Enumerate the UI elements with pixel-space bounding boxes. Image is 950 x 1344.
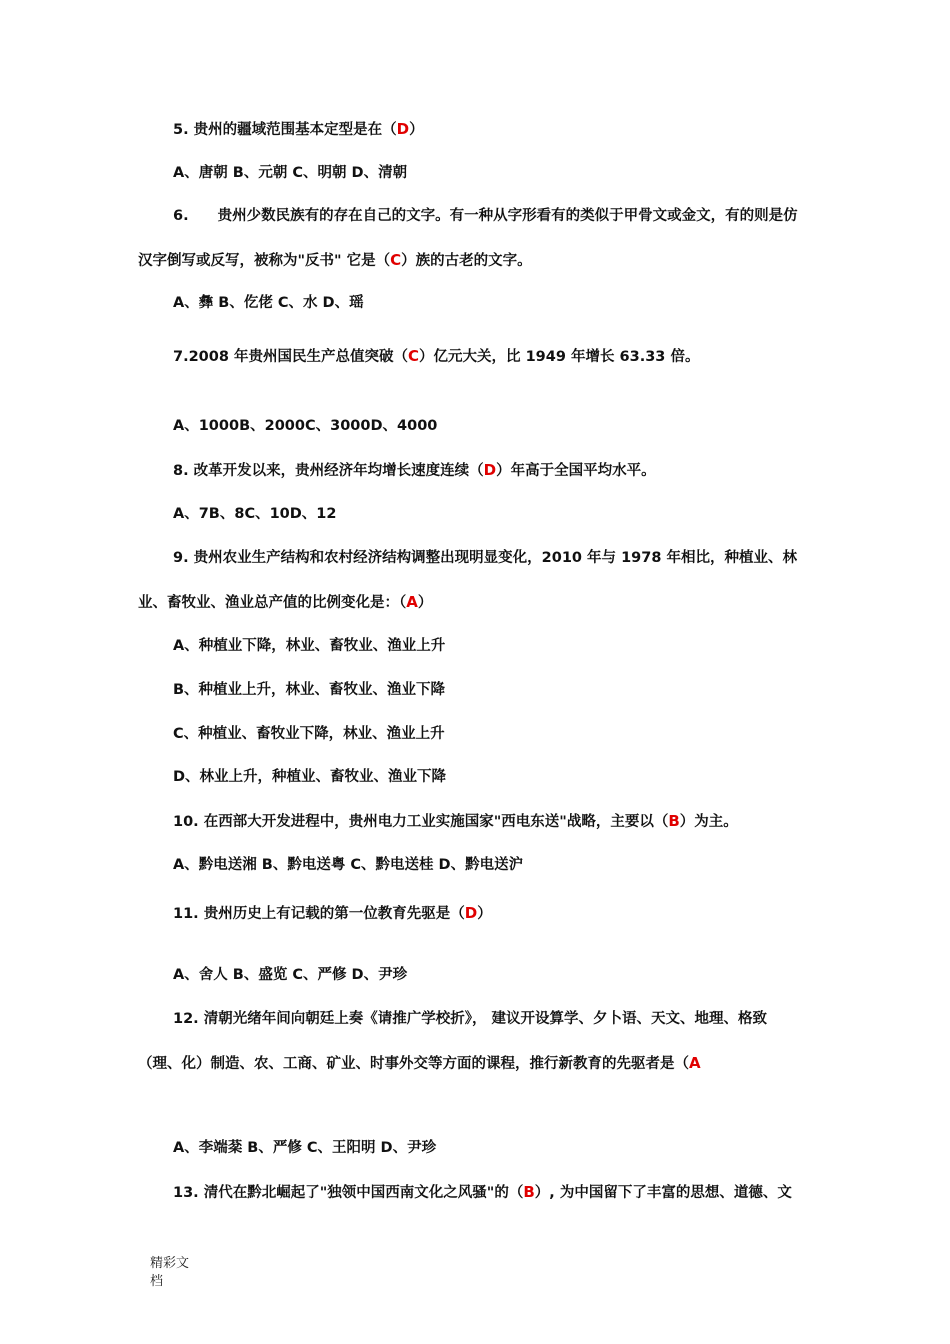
question-8 bbox=[173, 460, 656, 481]
question-5 bbox=[173, 119, 424, 140]
question-text: ）族的古老的文字。 bbox=[401, 253, 532, 269]
question-6-options: A、彝 B、仡佬 C、水 D、瑶 bbox=[173, 295, 364, 311]
answer-mark: C bbox=[390, 251, 402, 269]
answer-mark: D bbox=[464, 904, 478, 922]
question-text: ） bbox=[477, 906, 492, 922]
question-9-option-d: D、林业上升，种植业、畜牧业、渔业下降 bbox=[173, 769, 447, 785]
question-7-options: A、1000B、2000C、3000D、4000 bbox=[173, 418, 438, 434]
question-text: 13. 清代在黔北崛起了"独领中国西南文化之风骚"的（ bbox=[173, 1185, 524, 1201]
question-9-option-a: A、种植业下降，林业、畜牧业、渔业上升 bbox=[173, 638, 446, 654]
question-text: 8. 改革开发以来，贵州经济年均增长速度连续（ bbox=[173, 463, 484, 479]
answer-mark: C bbox=[408, 347, 420, 365]
question-9-option-b: B、种植业上升，林业、畜牧业、渔业下降 bbox=[173, 682, 446, 698]
footer-line: 精彩文 bbox=[150, 1256, 190, 1271]
question-text: 7.2008 年贵州国民生产总值突破（ bbox=[173, 349, 409, 365]
answer-mark: A bbox=[406, 593, 418, 611]
answer-mark: B bbox=[668, 812, 680, 830]
question-text: （理、化）制造、农、工商、矿业、时事外交等方面的课程，推行新教育的先驱者是（ bbox=[138, 1056, 689, 1072]
question-text: 5. 贵州的疆域范围基本定型是在（ bbox=[173, 122, 397, 138]
question-8-options: A、7B、8C、10D、12 bbox=[173, 506, 337, 522]
question-text: 汉字倒写或反写，被称为"反书" 它是（ bbox=[138, 253, 391, 269]
question-text: ）为主。 bbox=[679, 814, 738, 830]
question-9-option-c: C、种植业、畜牧业下降，林业、渔业上升 bbox=[173, 726, 445, 742]
answer-mark: D bbox=[483, 461, 497, 479]
question-text: 10. 在西部大开发进程中，贵州电力工业实施国家"西电东送"战略，主要以（ bbox=[173, 814, 669, 830]
question-9-line-1: 9. 贵州农业生产结构和农村经济结构调整出现明显变化，2010 年与 1978 年相比，种植业、林 bbox=[173, 550, 797, 566]
question-text: ） bbox=[417, 595, 433, 611]
question-9-line-2 bbox=[138, 592, 432, 613]
answer-mark: B bbox=[523, 1183, 535, 1201]
question-6-line-1: 6. 贵州少数民族有的存在自己的文字。有一种从字形看有的类似于甲骨文或金文，有的则是仿 bbox=[173, 208, 798, 224]
question-text: 11. 贵州历史上有记载的第一位教育先驱是（ bbox=[173, 906, 465, 922]
question-7 bbox=[173, 346, 699, 367]
question-5-options: A、唐朝 B、元朝 C、明朝 D、清朝 bbox=[173, 165, 408, 181]
question-10 bbox=[173, 811, 738, 832]
question-11-options: A、舍人 B、盛览 C、严修 D、尹珍 bbox=[173, 967, 408, 983]
question-text: ） bbox=[409, 122, 424, 138]
question-text: 业、畜牧业、渔业总产值的比例变化是：（ bbox=[138, 595, 407, 611]
question-11 bbox=[173, 903, 492, 924]
footer-line: 档 bbox=[150, 1274, 164, 1289]
answer-mark: A bbox=[689, 1054, 701, 1072]
question-12-options: A、李端棻 B、严修 C、王阳明 D、尹珍 bbox=[173, 1140, 437, 1156]
question-text: ）年高于全国平均水平。 bbox=[496, 463, 656, 479]
question-text: ）, 为中国留下了丰富的思想、道德、文 bbox=[534, 1185, 792, 1201]
question-13 bbox=[173, 1182, 792, 1203]
question-6-line-2 bbox=[138, 250, 532, 271]
answer-mark: D bbox=[396, 120, 410, 138]
footer-text bbox=[150, 1255, 189, 1291]
question-12-line-1: 12. 清朝光绪年间向朝廷上奏《请推广学校折》， 建议开设算学、夕卜语、天文、地理、格致 bbox=[173, 1011, 768, 1027]
question-10-options: A、黔电送湘 B、黔电送粤 C、黔电送桂 D、黔电送沪 bbox=[173, 857, 524, 873]
question-12-line-2 bbox=[138, 1053, 701, 1074]
question-text: ）亿元大关，比 1949 年增长 63.33 倍。 bbox=[419, 349, 700, 365]
